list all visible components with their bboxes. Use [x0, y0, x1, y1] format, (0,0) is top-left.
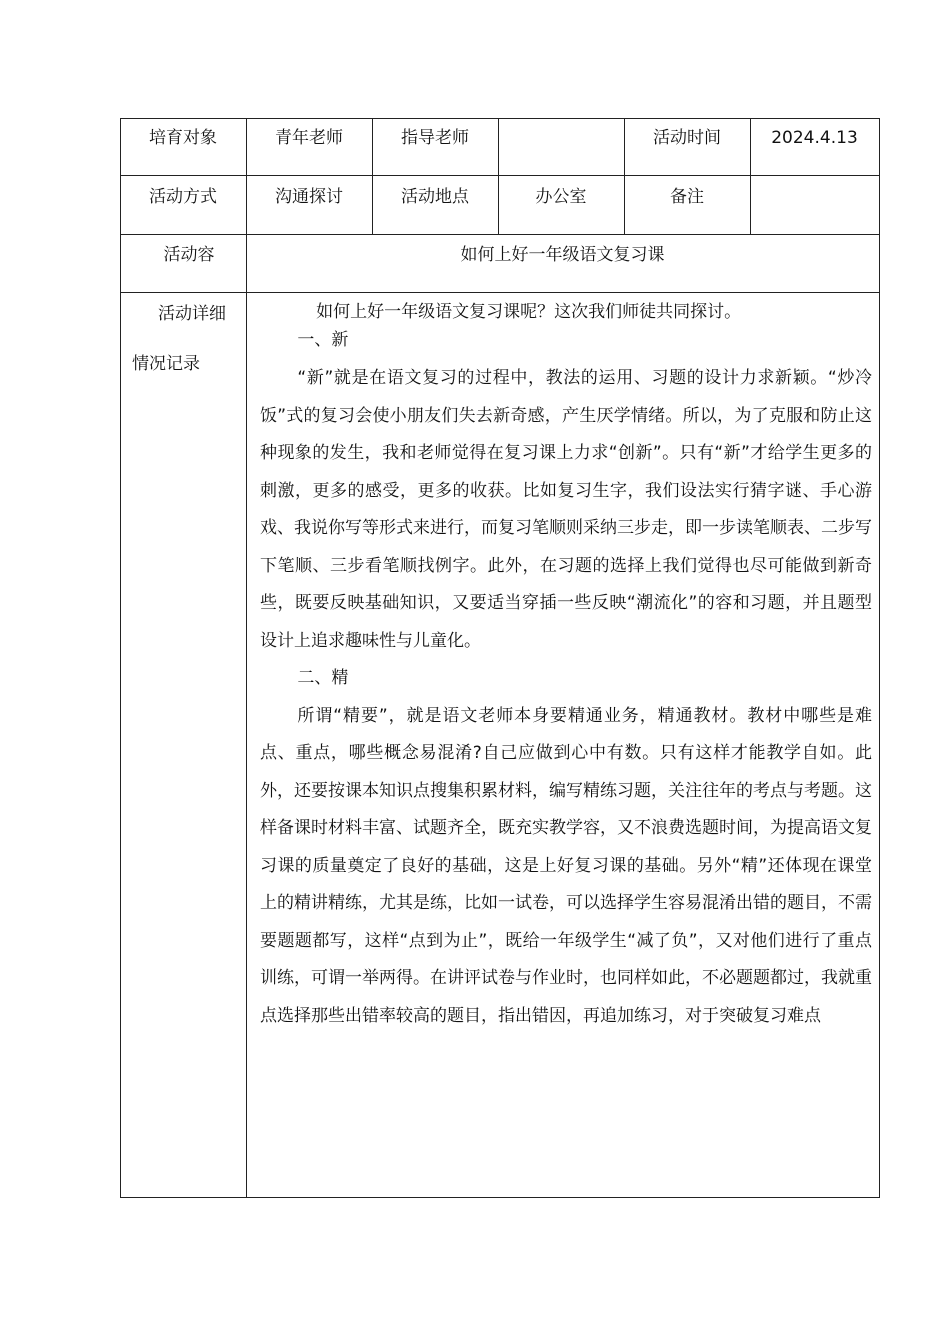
- cell-detail-label-line2: 情况记录: [132, 354, 200, 374]
- table-border-bottom: [120, 1197, 880, 1198]
- detail-paragraph-intro: 如何上好一年级语文复习课呢？这次我们师徒共同探讨。: [316, 302, 742, 322]
- cell-activity-time-label: 活动时间: [653, 128, 721, 148]
- detail-paragraph-refined: 所谓“精要”，就是语文老师本身要精通业务，精通教材。教材中哪些是难点、重点，哪些概念易混淆?自己应做到心中有数。只有这样才能教学自如。此外，还要按课本知识点搜集积累材料，编写精练习题，关注往年的考点与考题。这样备课时材料丰富、试题齐全，既充实教学容，又不浪费选题时间，为提高语文复习课的质量奠定了良好的基础，这是上好复习课的基础。另外“精”还体现在课堂上的精讲精练，尤其是练，比如一试卷，可以选择学生容易混淆出错的题目，不需要题题都写，这样“点到为止”，既给一年级学生“减了负”，又对他们进行了重点训练，可谓一举两得。在讲评试卷与作业时，也同样如此，不必题题都过，我就重点选择那些出错率较高的题目，指出错因，再追加练习，对于突破复习难点: [260, 705, 872, 1026]
- table-border-top: [120, 118, 880, 119]
- cell-activity-method-label: 活动方式: [149, 187, 217, 207]
- cell-training-target-label: 培育对象: [149, 128, 217, 148]
- table-border-col1: [246, 118, 247, 1198]
- table-border-left: [120, 118, 121, 1198]
- detail-heading-new: 一、新: [297, 330, 349, 350]
- cell-activity-location-label: 活动地点: [401, 187, 469, 207]
- table-border-row1: [120, 175, 880, 176]
- detail-paragraph-new: “新”就是在语文复习的过程中，教法的运用、习题的设计力求新颖。“炒冷饭”式的复习会使小朋友们失去新奇感，产生厌学情绪。所以，为了克服和防止这种现象的发生，我和老师觉得在复习课上力求“创新”。只有“新”才给学生更多的刺激，更多的感受，更多的收获。比如复习生字，我们设法实行猜字谜、手心游戏、我说你写等形式来进行，而复习笔顺则采纳三步走，即一步读笔顺表、二步写下笔顺、三步看笔顺找例字。此外，在习题的选择上我们觉得也尽可能做到新奇些，既要反映基础知识，又要适当穿插一些反映“潮流化”的容和习题，并且题型设计上追求趣味性与儿童化。: [260, 368, 872, 651]
- table-border-col3: [498, 118, 499, 235]
- cell-mentor-label: 指导老师: [401, 128, 469, 148]
- cell-training-target-value: 青年老师: [275, 128, 343, 148]
- detail-record-body: [260, 293, 872, 1035]
- cell-activity-location-value: 办公室: [535, 187, 587, 207]
- cell-detail-label-line1: 活动详细: [158, 304, 226, 324]
- cell-activity-method-value: 沟通探讨: [275, 187, 343, 207]
- table-border-right: [879, 118, 880, 1198]
- cell-activity-time-value: 2024.4.13: [771, 128, 858, 148]
- detail-heading-refined: 二、精: [297, 668, 349, 688]
- cell-activity-content-label: 活动容: [163, 245, 215, 265]
- activity-record-table: [120, 118, 880, 1198]
- table-border-row2: [120, 234, 880, 235]
- cell-remarks-label: 备注: [670, 187, 704, 207]
- cell-activity-content-value: 如何上好一年级语文复习课: [460, 245, 665, 265]
